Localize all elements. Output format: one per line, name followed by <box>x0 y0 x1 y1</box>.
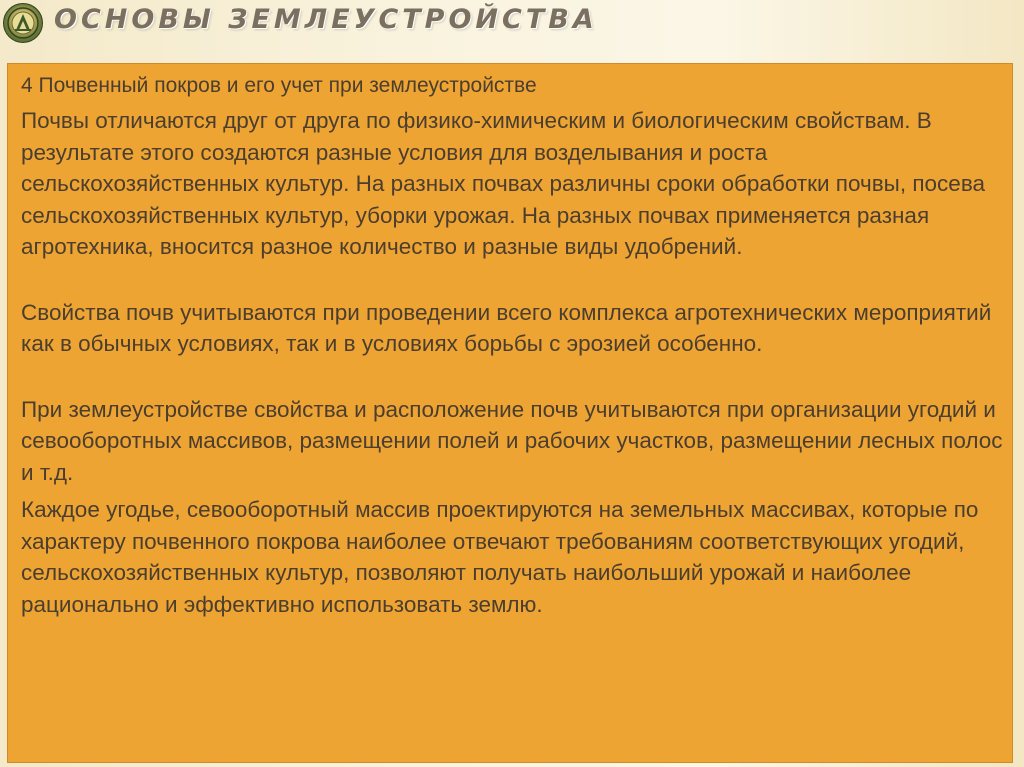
paragraph-1: Почвы отличаются друг от друга по физико-химическим и биологическим свойствам. В результате этого создаются разные условия для возделывания и роста сельскохозяйственных культур. На разных почвах различны сроки обработки почвы, посева сельскохозяйственных культур, уборки урожая. На разных почвах применяется разная агротехника, вносится разное количество и разные виды удобрений. <box>21 108 986 259</box>
content-text <box>21 72 1011 620</box>
section-heading: 4 Почвенный покров и его учет при землеустройстве <box>21 74 537 97</box>
paragraph-3: При землеустройстве свойства и расположение почв учитываются при организации угодий и севооборотных массивов, размещении полей и рабочих участков, размещении лесных полос и т.д. <box>21 396 1003 485</box>
paragraph-2: Свойства почв учитываются при проведении всего комплекса агротехнических мероприятий как в обычных условиях, так и в условиях борьбы с эрозией особенно. <box>21 299 992 356</box>
slide-title: ОСНОВЫ ЗЕМЛЕУСТРОЙСТВА <box>54 4 598 35</box>
content-panel <box>7 63 1013 763</box>
slide-header <box>0 0 1024 50</box>
paragraph-4: Каждое угодье, севооборотный массив проектируются на земельных массивах, которые по характеру почвенного покрова наиболее отвечают требованиям соответствующих угодий, сельскохозяйственных культур, позволяют получать наибольший урожай и наиболее рационально и эффективно использовать землю. <box>21 497 979 617</box>
university-emblem-icon <box>3 3 43 43</box>
